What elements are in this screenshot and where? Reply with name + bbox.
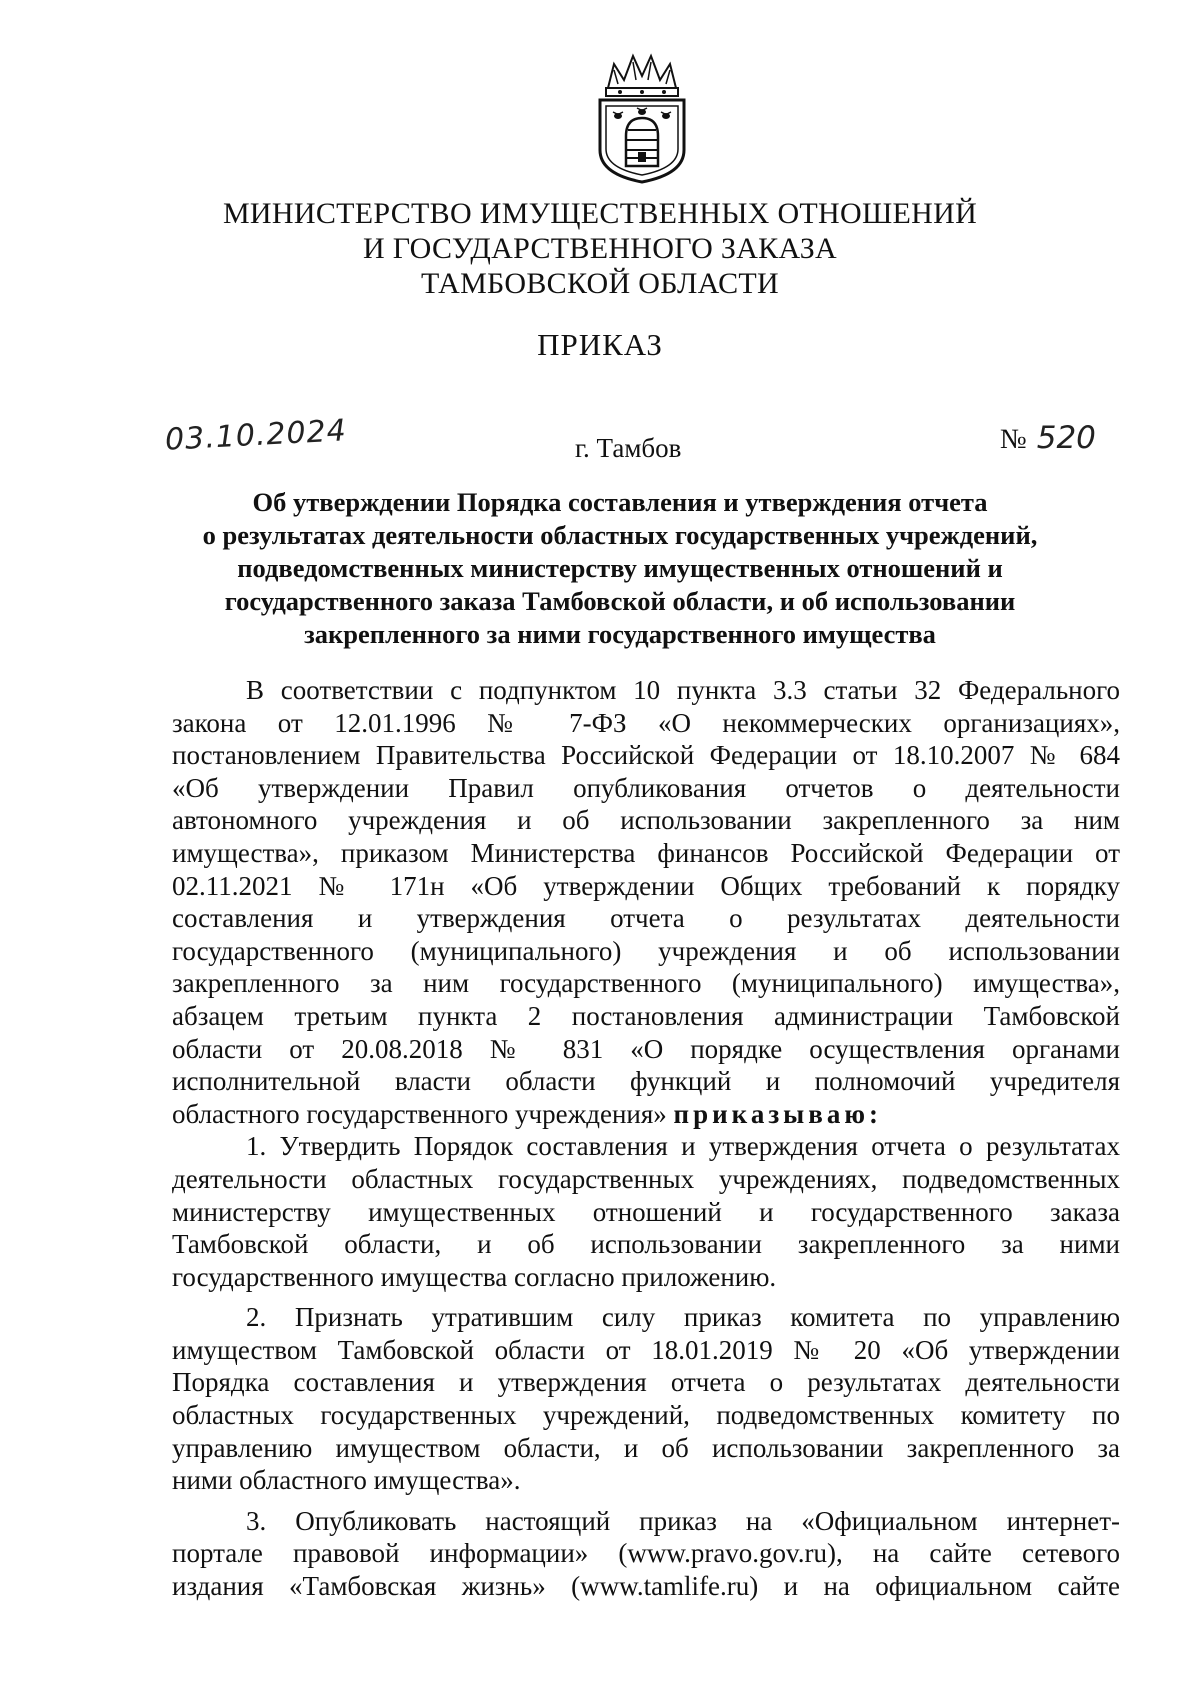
handwritten-number: 520 xyxy=(1036,420,1096,456)
ministry-line: И ГОСУДАРСТВЕННОГО ЗАКАЗА xyxy=(362,232,838,265)
preamble-last-line: областного государственного учреждения» xyxy=(172,1098,667,1129)
coat-of-arms-emblem xyxy=(590,50,694,188)
text-line: закона от 12.01.1996 № 7-ФЗ «О некоммерческих организациях», xyxy=(172,707,1120,738)
document-heading xyxy=(170,486,1070,651)
paragraph-gap xyxy=(172,1497,1120,1505)
text-line: области от 20.08.2018 № 831 «О порядке осуществления органами xyxy=(172,1033,1120,1064)
text-line: Порядка составления и утверждения отчета о результатах деятельности xyxy=(172,1367,1120,1398)
text-line: имуществом Тамбовской области от 18.01.2019 № 20 «Об утверждении xyxy=(172,1334,1120,1365)
item-3-paragraph xyxy=(172,1505,1120,1603)
item-1-paragraph xyxy=(172,1130,1120,1293)
order-word: приказываю: xyxy=(673,1098,882,1129)
text-line: государственного (муниципального) учреждения и об использовании xyxy=(172,935,1120,966)
paragraph-gap xyxy=(172,1293,1120,1301)
handwritten-date: 03.10.2024 xyxy=(164,413,348,458)
text-line: 02.11.2021 № 171н «Об утверждении Общих требований к порядку xyxy=(172,870,1120,901)
heading-line: Об утверждении Порядка составления и утверждения отчета xyxy=(252,487,988,517)
document-body xyxy=(172,674,1120,1603)
text-line: министерству имущественных отношений и государственного заказа xyxy=(172,1196,1120,1227)
text-line: абзацем третьим пункта 2 постановления администрации Тамбовской xyxy=(172,1000,1120,1031)
heading-line: подведомственных министерству имущественных отношений и xyxy=(237,553,1003,583)
text-line: портале правовой информации» (www.pravo.gov.ru), на сайте сетевого xyxy=(172,1538,1120,1569)
preamble-paragraph xyxy=(172,674,1120,1130)
text-line: «Об утверждении Правил опубликования отчетов о деятельности xyxy=(172,772,1120,803)
text-line: ними областного имущества». xyxy=(172,1465,521,1496)
text-line xyxy=(172,1098,1120,1131)
city: г. Тамбов xyxy=(575,433,682,463)
heading-line: государственного заказа Тамбовской области, и об использовании xyxy=(224,586,1016,616)
text-line: закрепленного за ним государственного (муниципального) имущества», xyxy=(172,968,1120,999)
order-title: ПРИКАЗ xyxy=(537,327,663,362)
text-line: деятельности областных государственных учреждениях, подведомственных xyxy=(172,1163,1120,1194)
text-line: постановлением Правительства Российской Федерации от 18.10.2007 № 684 xyxy=(172,740,1120,771)
item-2-paragraph xyxy=(172,1301,1120,1497)
text-line: 3. Опубликовать настоящий приказ на «Официальном интернет- xyxy=(246,1505,1120,1536)
heading-line: закрепленного за ними государственного имущества xyxy=(304,619,936,649)
heading-line: о результатах деятельности областных государственных учреждений, xyxy=(202,520,1038,550)
text-line: 1. Утвердить Порядок составления и утверждения отчета о результатах xyxy=(246,1131,1120,1162)
order-number xyxy=(1000,420,1096,456)
text-line: 2. Признать утратившим силу приказ комитета по управлению xyxy=(246,1302,1120,1333)
text-line: областных государственных учреждений, подведомственных комитету по xyxy=(172,1400,1120,1431)
text-line: издания «Тамбовская жизнь» (www.tamlife.ru) и на официальном сайте xyxy=(172,1571,1120,1602)
text-line: государственного имущества согласно приложению. xyxy=(172,1261,777,1292)
text-line: имущества», приказом Министерства финансов Российской Федерации от xyxy=(172,837,1120,868)
ministry-line: МИНИСТЕРСТВО ИМУЩЕСТВЕННЫХ ОТНОШЕНИЙ xyxy=(222,197,978,230)
text-line: автономного учреждения и об использовании закрепленного за ним xyxy=(172,805,1120,836)
number-sign: № xyxy=(1000,424,1027,455)
text-line: исполнительной власти области функций и полномочий учредителя xyxy=(172,1066,1120,1097)
text-line: В соответствии с подпунктом 10 пункта 3.3 статьи 32 Федерального xyxy=(246,675,1120,705)
ministry-line: ТАМБОВСКОЙ ОБЛАСТИ xyxy=(420,267,780,300)
text-line: составления и утверждения отчета о результатах деятельности xyxy=(172,903,1120,934)
text-line: управлению имуществом области, и об использовании закрепленного за xyxy=(172,1432,1120,1463)
text-line: Тамбовской области, и об использовании закрепленного за ними xyxy=(172,1229,1120,1260)
ministry-name xyxy=(150,196,1050,301)
